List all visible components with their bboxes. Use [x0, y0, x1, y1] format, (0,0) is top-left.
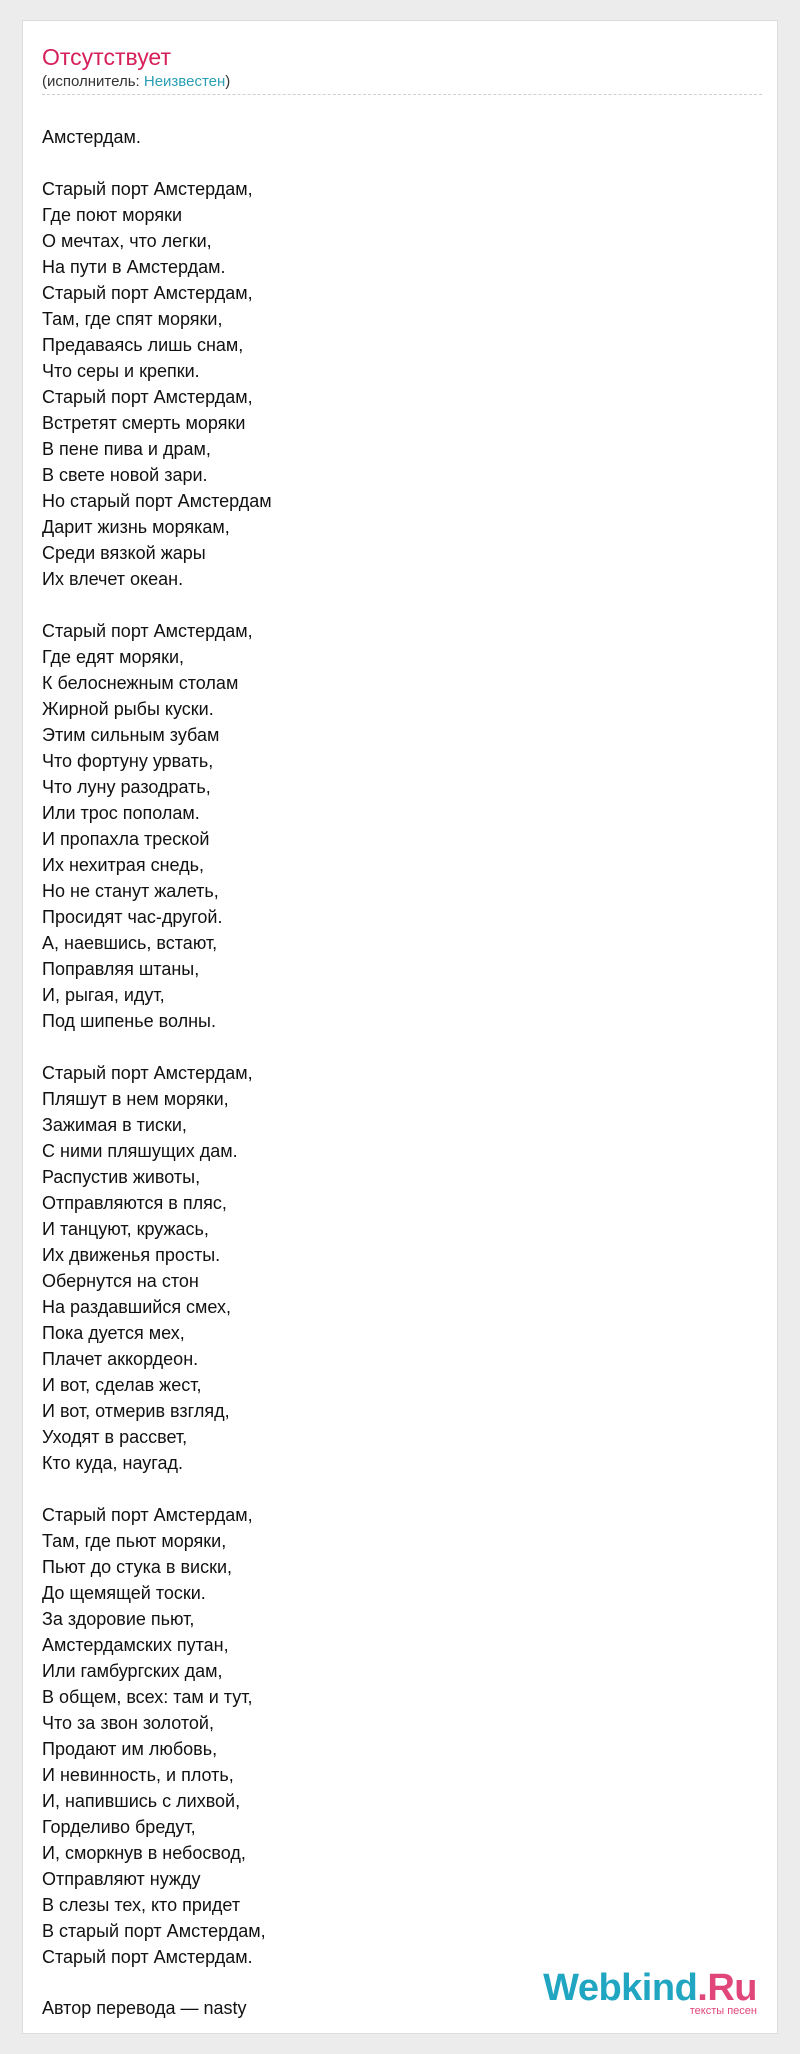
- lyric-line: Их нехитрая снедь,: [42, 855, 204, 875]
- lyric-line: Встретят смерть моряки: [42, 413, 246, 433]
- lyric-line: Где едят моряки,: [42, 647, 185, 667]
- lyric-line: Там, где спят моряки,: [42, 309, 223, 329]
- watermark-tagline: тексты песен: [689, 2005, 757, 2017]
- lyric-line: Продают им любовь,: [42, 1739, 218, 1759]
- lyrics-page: [22, 20, 778, 2034]
- lyric-line: Поправляя штаны,: [42, 959, 200, 979]
- lyric-line: Старый порт Амстердам,: [42, 1505, 253, 1525]
- lyric-line: Что луну разодрать,: [42, 777, 211, 797]
- lyric-line: Амстердам.: [42, 127, 141, 147]
- lyric-line: И невинность, и плоть,: [42, 1765, 234, 1785]
- lyric-line: И вот, отмерив взгляд,: [42, 1401, 230, 1421]
- artist-suffix: ): [225, 73, 231, 90]
- lyric-line: В общем, всех: там и тут,: [42, 1687, 253, 1707]
- lyric-line: Где поют моряки: [42, 205, 183, 225]
- lyric-line: О мечтах, что легки,: [42, 231, 212, 251]
- lyric-line: Кто куда, наугад.: [42, 1453, 183, 1473]
- stanza-break: [42, 1034, 742, 1060]
- site-watermark-logo: [543, 1969, 757, 2017]
- lyric-line: Их движенья просты.: [42, 1245, 221, 1265]
- lyric-line: Среди вязкой жары: [42, 543, 206, 563]
- artist-line: [42, 73, 230, 91]
- lyric-line: На пути в Амстердам.: [42, 257, 226, 277]
- lyric-line: С ними пляшущих дам.: [42, 1141, 238, 1161]
- lyric-line: Распустив животы,: [42, 1167, 201, 1187]
- lyric-line: Предаваясь лишь снам,: [42, 335, 244, 355]
- lyric-line: Но не станут жалеть,: [42, 881, 219, 901]
- lyric-line: Старый порт Амстердам,: [42, 1063, 253, 1083]
- stanza-break: [42, 1476, 742, 1502]
- lyric-line: Что за звон золотой,: [42, 1713, 214, 1733]
- lyric-line: Или гамбургских дам,: [42, 1661, 223, 1681]
- lyric-line: До щемящей тоски.: [42, 1583, 206, 1603]
- lyric-line: Старый порт Амстердам.: [42, 1947, 253, 1967]
- lyric-line: И, напившись с лихвой,: [42, 1791, 241, 1811]
- song-title: Отсутствует: [42, 44, 171, 70]
- lyric-line: Амстердамских путан,: [42, 1635, 229, 1655]
- translation-author: Автор перевода — nasty: [42, 1998, 247, 2018]
- lyric-line: Плачет аккордеон.: [42, 1349, 199, 1369]
- lyric-line: За здоровие пьют,: [42, 1609, 195, 1629]
- lyric-line: В слезы тех, кто придет: [42, 1895, 241, 1915]
- lyric-line: Обернутся на стон: [42, 1271, 199, 1291]
- lyric-line: Просидят час-другой.: [42, 907, 223, 927]
- lyric-line: Пляшут в нем моряки,: [42, 1089, 229, 1109]
- lyric-line: Под шипенье волны.: [42, 1011, 216, 1031]
- lyric-line: К белоснежным столам: [42, 673, 239, 693]
- header-divider: [42, 94, 762, 95]
- stanza-break: [42, 592, 742, 618]
- artist-link[interactable]: Неизвестен: [143, 73, 226, 90]
- lyric-line: Там, где пьют моряки,: [42, 1531, 227, 1551]
- lyric-line: Горделиво бредут,: [42, 1817, 196, 1837]
- lyric-line: Уходят в рассвет,: [42, 1427, 188, 1447]
- lyric-line: Старый порт Амстердам,: [42, 621, 253, 641]
- lyric-line: Или трос пополам.: [42, 803, 200, 823]
- lyric-line: И пропахла треской: [42, 829, 210, 849]
- stanza-break: [42, 150, 742, 176]
- lyric-line: Зажимая в тиски,: [42, 1115, 187, 1135]
- lyric-line: Их влечет океан.: [42, 569, 184, 589]
- lyric-line: Пока дуется мех,: [42, 1323, 185, 1343]
- lyric-line: Этим сильным зубам: [42, 725, 220, 745]
- lyric-line: Пьют до стука в виски,: [42, 1557, 233, 1577]
- lyric-line: Старый порт Амстердам,: [42, 283, 253, 303]
- lyric-line: На раздавшийся смех,: [42, 1297, 232, 1317]
- lyric-line: А, наевшись, встают,: [42, 933, 218, 953]
- lyric-line: Дарит жизнь морякам,: [42, 517, 230, 537]
- lyric-line: Старый порт Амстердам,: [42, 387, 253, 407]
- lyric-line: Отправляются в пляс,: [42, 1193, 227, 1213]
- lyric-line: И, сморкнув в небосвод,: [42, 1843, 246, 1863]
- lyric-line: В пене пива и драм,: [42, 439, 211, 459]
- lyric-line: Отправляют нужду: [42, 1869, 201, 1889]
- lyric-line: И вот, сделав жест,: [42, 1375, 202, 1395]
- lyric-line: В старый порт Амстердам,: [42, 1921, 266, 1941]
- lyric-line: И, рыгая, идут,: [42, 985, 165, 1005]
- lyric-line: Старый порт Амстердам,: [42, 179, 253, 199]
- lyric-line: Но старый порт Амстердам: [42, 491, 272, 511]
- lyric-line: Что серы и крепки.: [42, 361, 200, 381]
- lyric-line: Жирной рыбы куски.: [42, 699, 214, 719]
- artist-prefix: (исполнитель:: [42, 73, 144, 90]
- watermark-brand: Webkind.Ru: [543, 1967, 757, 2009]
- lyrics-body: [42, 124, 742, 1970]
- lyric-line: Что фортуну урвать,: [42, 751, 214, 771]
- lyric-line: В свете новой зари.: [42, 465, 208, 485]
- lyric-line: И танцуют, кружась,: [42, 1219, 209, 1239]
